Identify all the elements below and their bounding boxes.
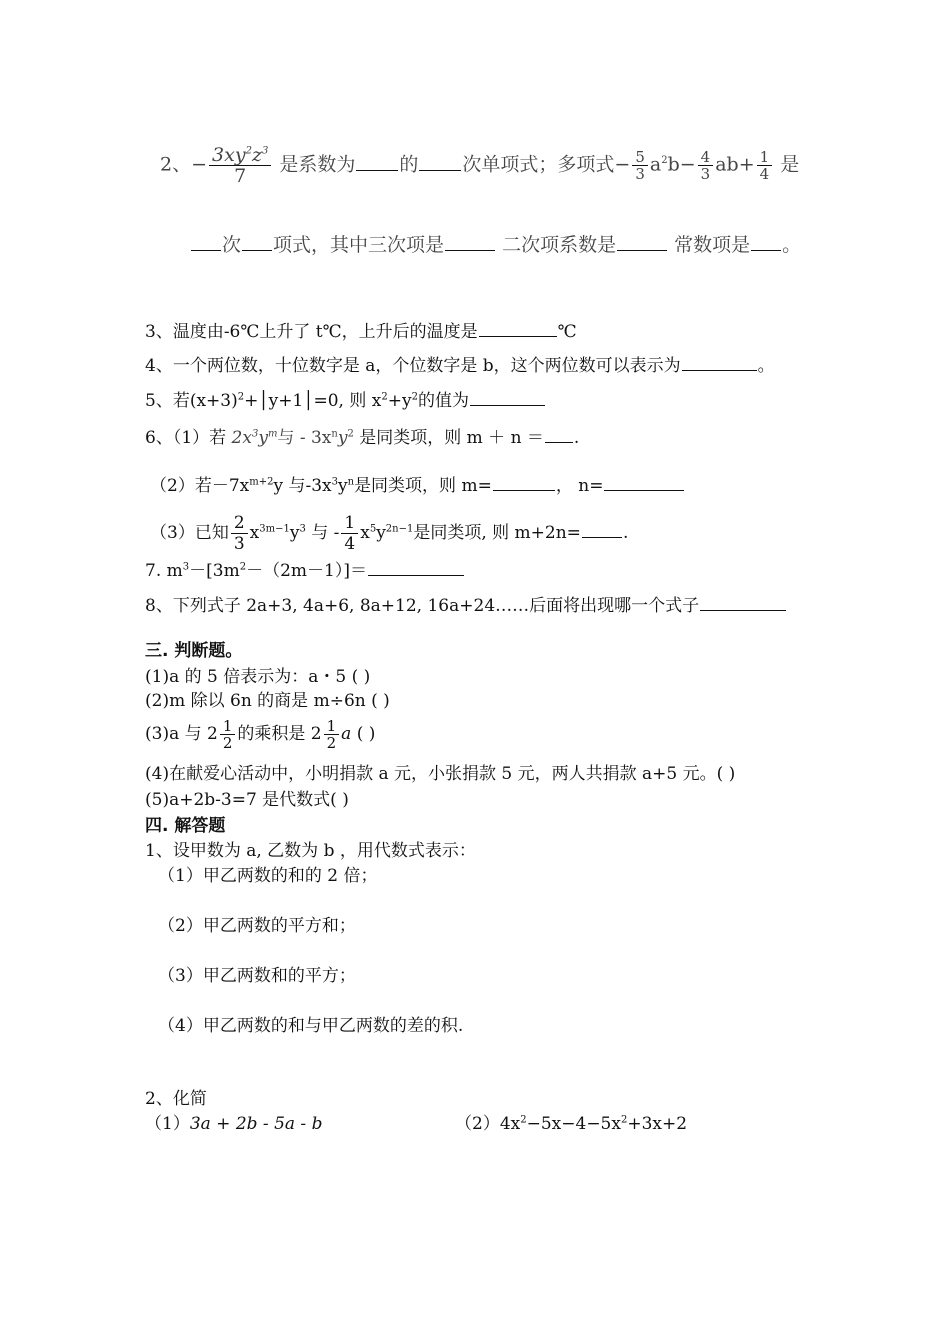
- s4-q1: 1、设甲数为 a, 乙数为 b ，用代数式表示：: [145, 841, 476, 861]
- sup: m: [267, 428, 278, 440]
- q6-text: y: [376, 523, 386, 543]
- judge-text: 的乘积是 2: [237, 724, 322, 744]
- q4-text: 4、一个两位数，十位数字是 a，个位数字是 b，这个两位数可以表示为: [145, 356, 681, 376]
- q6-text: 与 -: [311, 523, 340, 543]
- answer-blank[interactable]: [700, 592, 786, 611]
- answer-blank[interactable]: [617, 232, 667, 251]
- q5-text: +│y+1│=0, 则 x: [244, 391, 382, 411]
- frac-num: 1: [324, 718, 340, 735]
- q3-text: 3、温度由-6℃上升了 t℃，上升后的温度是: [145, 322, 478, 342]
- q6-text: x: [360, 523, 370, 543]
- expr: 3a + 2b - 5a - b: [189, 1114, 323, 1134]
- q5-text: 的值为: [417, 391, 469, 411]
- q6-text: 6、（1）若: [145, 428, 227, 448]
- sup: n: [331, 428, 338, 440]
- judge-item-5: (5)a+2b-3=7 是代数式( ): [145, 790, 349, 810]
- frac-den: 4: [759, 165, 770, 183]
- s4-q2-item-1: [145, 1113, 322, 1135]
- q2-text: 次单项式；多项式−: [462, 153, 631, 176]
- sup: 3: [331, 476, 338, 488]
- judge-text: ( ): [351, 724, 376, 744]
- judge-text: (3)a 与 2: [145, 724, 218, 744]
- frac-num-z: z: [251, 144, 262, 166]
- frac-den: 7: [234, 165, 247, 187]
- q2-monomial-fraction: [209, 145, 271, 186]
- q6-text: y 与-3x: [273, 476, 332, 496]
- expr: y: [258, 428, 268, 448]
- term: b−: [667, 153, 696, 176]
- q6-text: 是同类项, 则 m+2n=: [413, 523, 581, 543]
- q6-text: y: [289, 523, 300, 543]
- fraction: [324, 718, 340, 751]
- expr: +3x+2: [627, 1114, 688, 1134]
- expr: y: [337, 428, 348, 448]
- expr: （2）4x: [455, 1114, 521, 1134]
- judge-text: a: [341, 724, 352, 744]
- sup: m+2: [249, 476, 274, 488]
- answer-blank[interactable]: [682, 352, 757, 371]
- q2-text: 常数项是: [674, 234, 751, 256]
- s4-q2: 2、化简: [145, 1089, 207, 1109]
- q5-text: +y: [387, 391, 412, 411]
- frac-den: 3: [635, 165, 645, 183]
- q6-text: ， n=: [555, 476, 604, 496]
- frac-num: 2: [231, 513, 248, 534]
- q8-text: 8、下列式子 2a+3, 4a+6, 8a+12, 16a+24……后面将出现哪一个式子: [145, 596, 700, 616]
- section4-title: 四. 解答题: [145, 816, 226, 836]
- expr: 与 - 3x: [277, 428, 332, 448]
- q6-text: （3）已知: [150, 523, 229, 543]
- q6-text: （2）若－7x: [150, 476, 250, 496]
- q6-line2: [150, 472, 685, 497]
- frac-num: 1: [220, 718, 236, 735]
- frac-num: 1: [341, 513, 358, 534]
- s4-q1-item-2: （2）甲乙两数的平方和；: [158, 916, 356, 936]
- sup: 2: [237, 391, 245, 403]
- fraction: [231, 513, 248, 554]
- frac-num: 3xy: [212, 144, 246, 166]
- answer-blank[interactable]: [582, 519, 622, 538]
- judge-item-1: (1)a 的 5 倍表示为：a・5 ( ): [145, 667, 371, 687]
- frac-den: 2: [222, 734, 233, 752]
- answer-blank[interactable]: [356, 152, 398, 171]
- q2-prefix: 2、−: [160, 153, 208, 176]
- sup: 2: [347, 428, 354, 440]
- q2-line2: [190, 232, 801, 256]
- answer-blank[interactable]: [751, 232, 781, 251]
- q7-text: －[3m: [189, 561, 240, 581]
- sup: 2: [381, 391, 388, 403]
- q6-text: 是同类项，则 m ＋ n ＝: [359, 428, 544, 448]
- q4-end: 。: [757, 356, 775, 376]
- q2-text: 次: [222, 234, 242, 256]
- s4-q1-item-3: （3）甲乙两数和的平方；: [158, 966, 356, 986]
- q8: [145, 592, 787, 617]
- q5-text: 5、若(x+3): [145, 391, 238, 411]
- frac-num: 4: [698, 149, 714, 166]
- q7: [145, 557, 465, 582]
- q6-line3: [150, 513, 628, 561]
- s4-q1-item-1: （1）甲乙两数的和的 2 倍；: [158, 866, 378, 886]
- sup: 3: [251, 428, 259, 440]
- q2-text: 。: [782, 234, 802, 256]
- q2-text: 的: [399, 153, 419, 176]
- q2-text: 项式，其中三次项是: [273, 234, 445, 256]
- answer-blank[interactable]: [545, 424, 573, 443]
- term: a: [649, 153, 662, 176]
- q6-text: 是同类项，则 m=: [354, 476, 492, 496]
- sup: 2: [661, 155, 668, 167]
- sup: 2: [620, 1114, 628, 1126]
- q2-line1: [160, 145, 799, 195]
- answer-blank[interactable]: [470, 387, 545, 406]
- answer-blank[interactable]: [493, 472, 555, 491]
- fraction: [698, 149, 714, 182]
- q2-text: 二次项系数是: [502, 234, 617, 256]
- sup: 2: [411, 391, 418, 403]
- expr: 2x: [231, 428, 252, 448]
- frac-num: 1: [757, 149, 773, 166]
- answer-blank[interactable]: [419, 152, 461, 171]
- q6-text: x: [249, 523, 260, 543]
- q5: [145, 387, 546, 412]
- frac-den: 3: [700, 165, 711, 183]
- frac-den: 2: [326, 734, 337, 752]
- q2-text: 是系数为: [279, 153, 356, 176]
- fraction: [757, 149, 773, 182]
- q6-text: .: [622, 523, 629, 543]
- answer-blank[interactable]: [445, 232, 495, 251]
- sup: 2: [245, 145, 252, 157]
- section3-title: 三. 判断题。: [145, 641, 243, 661]
- fraction: [220, 718, 236, 751]
- sup: 5: [369, 523, 377, 535]
- judge-item-2: (2)m 除以 6n 的商是 m÷6n ( ): [145, 691, 390, 711]
- answer-blank[interactable]: [604, 472, 684, 491]
- frac-den: 4: [344, 534, 356, 554]
- q6-line1: [145, 424, 579, 449]
- fraction: [341, 513, 358, 554]
- s4-q2-item-2: [455, 1113, 687, 1135]
- q3: [145, 318, 577, 343]
- sup: 2n−1: [385, 523, 414, 535]
- answer-blank[interactable]: [242, 232, 272, 251]
- sup: 3: [261, 145, 269, 157]
- answer-blank[interactable]: [479, 318, 557, 337]
- expr: −5x−4−5x: [526, 1114, 621, 1134]
- sup: 2: [520, 1114, 527, 1126]
- sup: n: [347, 476, 355, 488]
- unit: ℃: [557, 322, 577, 342]
- sup: 3: [182, 561, 190, 573]
- q6-text: y: [338, 476, 348, 496]
- frac-den: 3: [233, 534, 245, 554]
- judge-item-4: (4)在献爱心活动中，小明捐款 a 元，小张捐款 5 元，两人共捐款 a+5 元。( ): [145, 764, 736, 784]
- answer-blank[interactable]: [368, 557, 464, 576]
- q4: [145, 352, 775, 377]
- fraction: [632, 149, 648, 182]
- term: ab+: [715, 153, 755, 176]
- label: （1）: [145, 1114, 190, 1134]
- sup: 3m−1: [259, 523, 290, 535]
- q2-text: 是: [780, 153, 800, 176]
- sup: 3: [299, 523, 306, 535]
- sup: 2: [239, 561, 247, 573]
- judge-item-3: [145, 718, 375, 766]
- q7-text: －（2m－1）]＝: [246, 561, 367, 581]
- q7-text: 7. m: [145, 561, 183, 581]
- q6-text: .: [573, 428, 580, 448]
- s4-q1-item-4: （4）甲乙两数的和与甲乙两数的差的积.: [158, 1016, 464, 1036]
- frac-num: 5: [632, 149, 648, 166]
- answer-blank[interactable]: [191, 232, 221, 251]
